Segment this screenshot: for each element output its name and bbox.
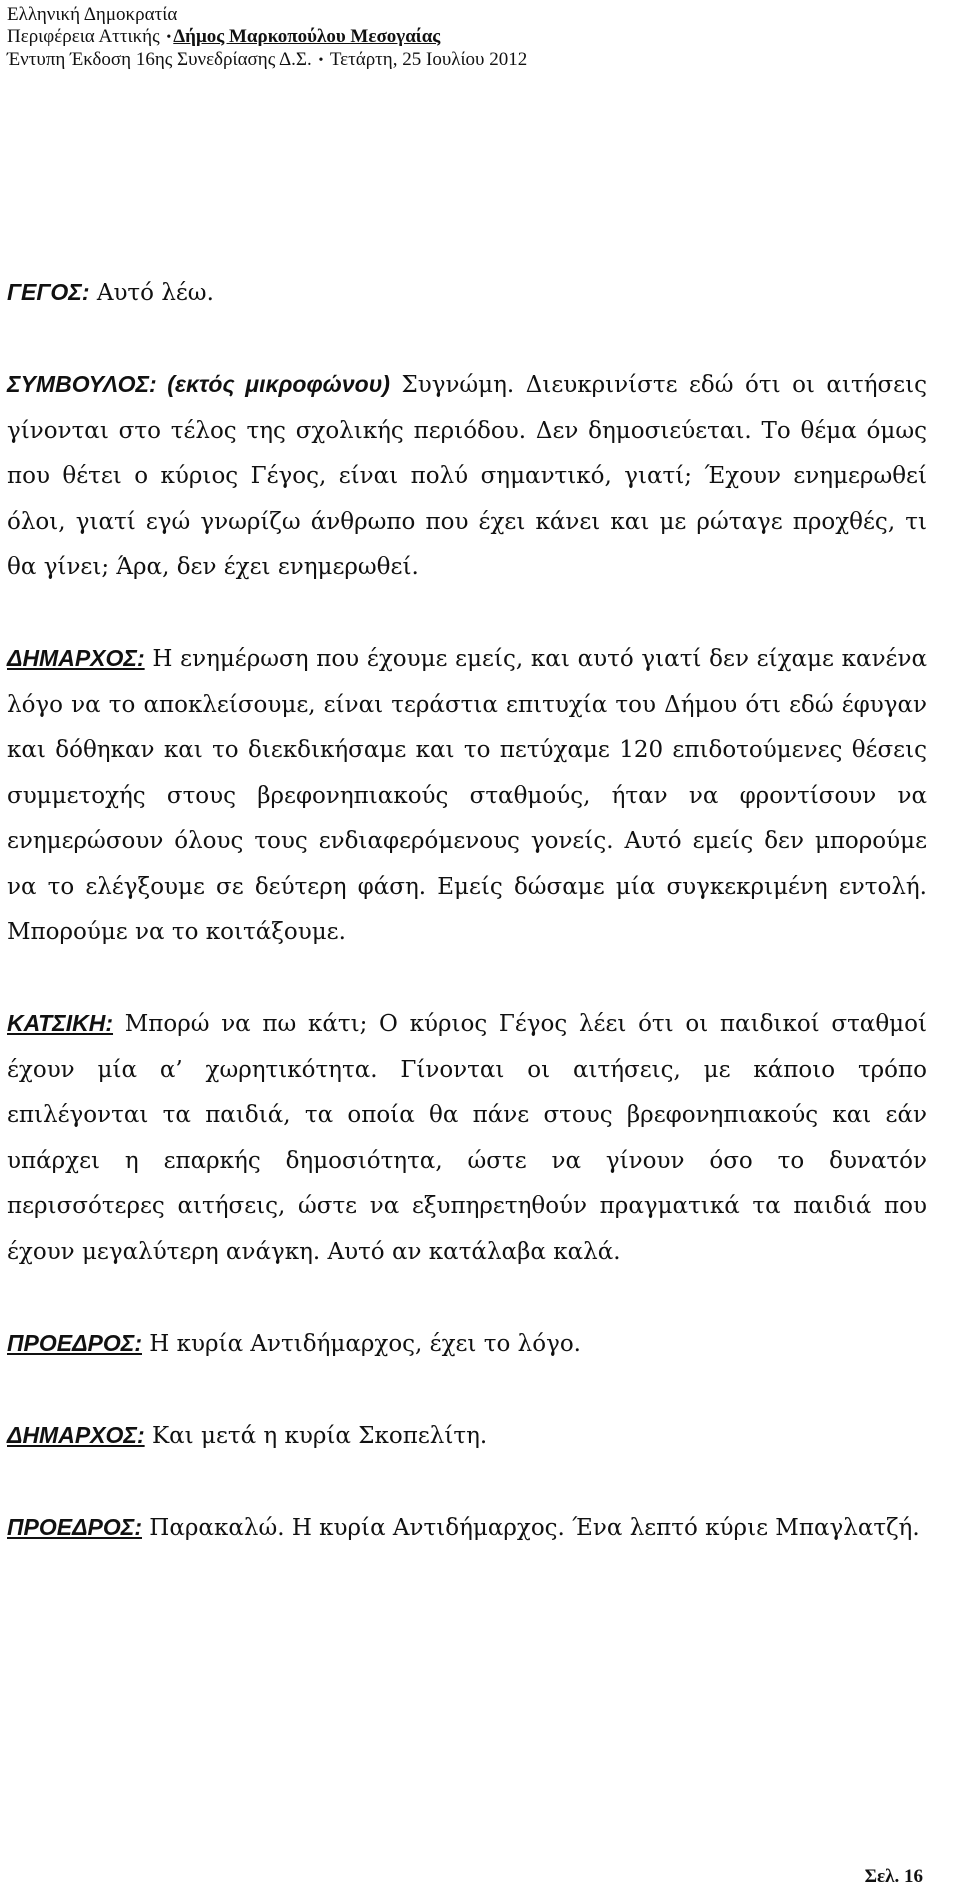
speaker-label: ΠΡΟΕΔΡΟΣ: — [7, 1329, 142, 1356]
stage-direction: (εκτός μικροφώνου) — [156, 371, 390, 397]
header-bullet: • — [166, 30, 172, 45]
transcript-body — [7, 270, 927, 1551]
speech-text: Αυτό λέω. — [89, 280, 214, 306]
header-municipality: Δήμος Μαρκοπούλου Μεσογαίας — [173, 26, 441, 47]
header-edition: Έντυπη Έκδοση 16ης Συνεδρίασης Δ.Σ. — [7, 49, 312, 70]
speech-text: Συγνώμη. Διευκρινίστε εδώ ότι οι αιτήσεις γίνονται στο τέλος της σχολικής περιόδου. Δεν δημοσιεύεται. Το θέμα όμως που θέτει ο κύριος Γέγος, είναι πολύ σημαντικό, γιατί; Έχουν ενημερωθεί όλοι, γιατί εγώ γνωρίζω άνθρωπο που έχει κάνει και με ρώταγε προχθές, τι θα γίνει; Άρα, δεν έχει ενημερωθεί. — [7, 372, 927, 580]
speech-text: Η ενημέρωση που έχουμε εμείς, και αυτό γιατί δεν είχαμε κανένα λόγο να το αποκλείσουμε, είναι τεράστια επιτυχία του Δήμου ότι εδώ έφυγαν και δόθηκαν και το διεκδικήσαμε και το πετύχαμε 120 επιδοτούμενες θέσεις συμμετοχής στους βρεφονηπιακούς σταθμούς, ήταν να φροντίσουν να ενημερώσουν όλους τους ενδιαφερόμενους γονείς. Αυτό εμείς δεν μπορούμε να το ελέγξουμε σε δεύτερη φάση. Εμείς δώσαμε μία συγκεκριμένη εντολή. Μπορούμε να το κοιτάξουμε. — [7, 646, 927, 945]
transcript-paragraph — [7, 1321, 927, 1368]
transcript-paragraph — [7, 636, 927, 956]
transcript-paragraph — [7, 1413, 927, 1460]
transcript-paragraph — [7, 1001, 927, 1275]
transcript-paragraph — [7, 270, 927, 317]
header-bullet: • — [318, 53, 324, 68]
page-number: Σελ. 16 — [864, 1866, 923, 1887]
speaker-label: ΠΡΟΕΔΡΟΣ: — [7, 1513, 142, 1540]
transcript-paragraph — [7, 1505, 927, 1552]
speech-text: Μπορώ να πω κάτι; Ο κύριος Γέγος λέει ότι οι παιδικοί σταθμοί έχουν μία α’ χωρητικότητα. Γίνονται οι αιτήσεις, με κάποιο τρόπο επιλέγονται τα παιδιά, τα οποία θα πάνε στους βρεφονηπιακούς και εάν υπάρχει η επαρκής δημοσιότητα, ώστε να γίνουν όσο το δυνατόν περισσότερες αιτήσεις, ώστε να εξυπηρετηθούν πραγματικά τα παιδιά που έχουν μεγαλύτερη ανάγκη. Αυτό αν κατάλαβα καλά. — [7, 1011, 927, 1265]
speaker-label: ΔΗΜΑΡΧΟΣ: — [7, 645, 145, 671]
header-edition-line — [7, 49, 807, 72]
header-region-line — [7, 26, 807, 49]
document-header — [7, 4, 807, 72]
speaker-label: ΣΥΜΒΟΥΛΟΣ: — [7, 371, 157, 397]
speech-text: Και μετά η κυρία Σκοπελίτη. — [144, 1422, 488, 1449]
transcript-paragraph — [7, 362, 927, 591]
speaker-label: ΔΗΜΑΡΧΟΣ: — [7, 1421, 145, 1448]
speaker-label: ΓΕΓΟΣ: — [7, 279, 90, 305]
speech-text: Παρακαλώ. Η κυρία Αντιδήμαρχος. Ένα λεπτό κύριε Μπαγλατζή. — [142, 1514, 920, 1541]
header-date: Τετάρτη, 25 Ιουλίου 2012 — [329, 49, 528, 70]
speech-text: Η κυρία Αντιδήμαρχος, έχει το λόγο. — [142, 1330, 581, 1357]
speaker-label: ΚΑΤΣΙΚΗ: — [7, 1010, 114, 1036]
header-republic: Ελληνική Δημοκρατία — [7, 4, 178, 25]
header-region: Περιφέρεια Αττικής — [7, 26, 160, 47]
